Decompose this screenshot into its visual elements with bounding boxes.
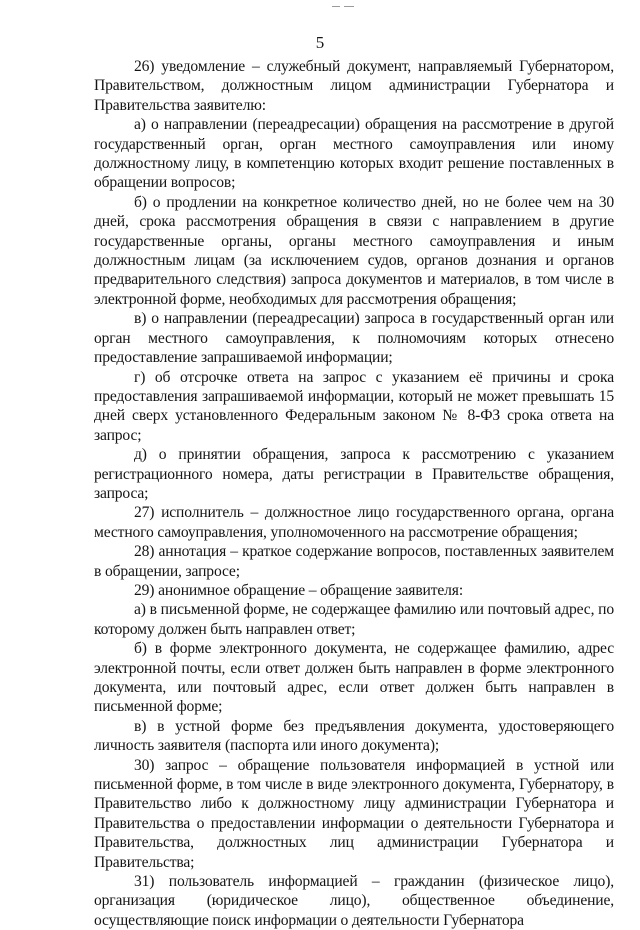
page-number: 5: [315, 33, 325, 52]
paragraph-30: 30) запрос – обращение пользователя информацией в устной или письменной форме, в том числе в виде электронного документа, Губернатору, в Правительство либо к должностному лицу администрации Губернатора и Правительства о предоставлении информации о деятельности Губернатора и Правительства, должностных лиц администрации Губернатора и Правительства;: [94, 756, 614, 871]
scan-artifact: [332, 6, 340, 7]
paragraph-26g: г) об отсрочке ответа на запрос с указанием её причины и срока предоставления запрашиваемой информации, который не может превышать 15 дней сверх установленного Федеральным законом № 8-ФЗ срока ответа на запрос;: [94, 368, 614, 444]
paragraph-28: 28) аннотация – краткое содержание вопросов, поставленных заявителем в обращении, запросе;: [94, 543, 614, 580]
paragraph-31: 31) пользователь информацией – гражданин (физическое лицо), организация (юридическое лицо), общественное объединение, осуществляющие поиск информации о деятельности Губернатора: [94, 873, 614, 929]
paragraph-29: 29) анонимное обращение – обращение заявителя:: [134, 581, 464, 599]
paragraph-26v: в) о направлении (переадресации) запроса в государственный орган или орган местного самоуправления, к полномочиям которых отнесено предоставление запрашиваемой информации;: [94, 310, 614, 367]
paragraph-29a: а) в письменной форме, не содержащее фамилию или почтовый адрес, по которому должен быть направлен ответ;: [94, 601, 614, 638]
paragraph-26: 26) уведомление – служебный документ, направляемый Губернатором, Правительством, должностным лицом администрации Губернатора и Правительства заявителю:: [94, 58, 614, 114]
paragraph-26d: д) о принятии обращения, запроса к рассмотрению с указанием регистрационного номера, даты регистрации в Правительстве обращения, запроса;: [94, 446, 614, 502]
paragraph-29v: в) в устной форме без предъявления документа, удостоверяющего личность заявителя (паспорта или иного документа);: [94, 717, 614, 755]
scan-artifact: [344, 6, 354, 7]
paragraph-26b: б) о продлении на конкретное количество дней, но не более чем на 30 дней, срока рассмотрения обращения в связи с направлением в другие государственные органы, органы местного самоуправления и иным должностным лицам (за исключением судов, органов дознания и органов предварительного следствия) запроса документов и материалов, в том числе в электронной форме, необходимых для рассмотрения обращения;: [94, 193, 614, 308]
paragraph-29b: б) в форме электронного документа, не содержащее фамилию, адрес электронной почты, если ответ должен быть направлен в форме электронного документа, или почтовый адрес, если ответ должен быть направлен в письменной форме;: [94, 640, 614, 716]
paragraph-26a: а) о направлении (переадресации) обращения на рассмотрение в другой государственный орган, орган местного самоуправления или иному должностному лицу, в компетенцию которых входит решение поставленных в обращении вопросов;: [94, 116, 614, 192]
paragraph-27: 27) исполнитель – должностное лицо государственного органа, органа местного самоуправления, уполномоченного на рассмотрение обращения;: [94, 504, 614, 541]
document-body: [94, 57, 614, 930]
